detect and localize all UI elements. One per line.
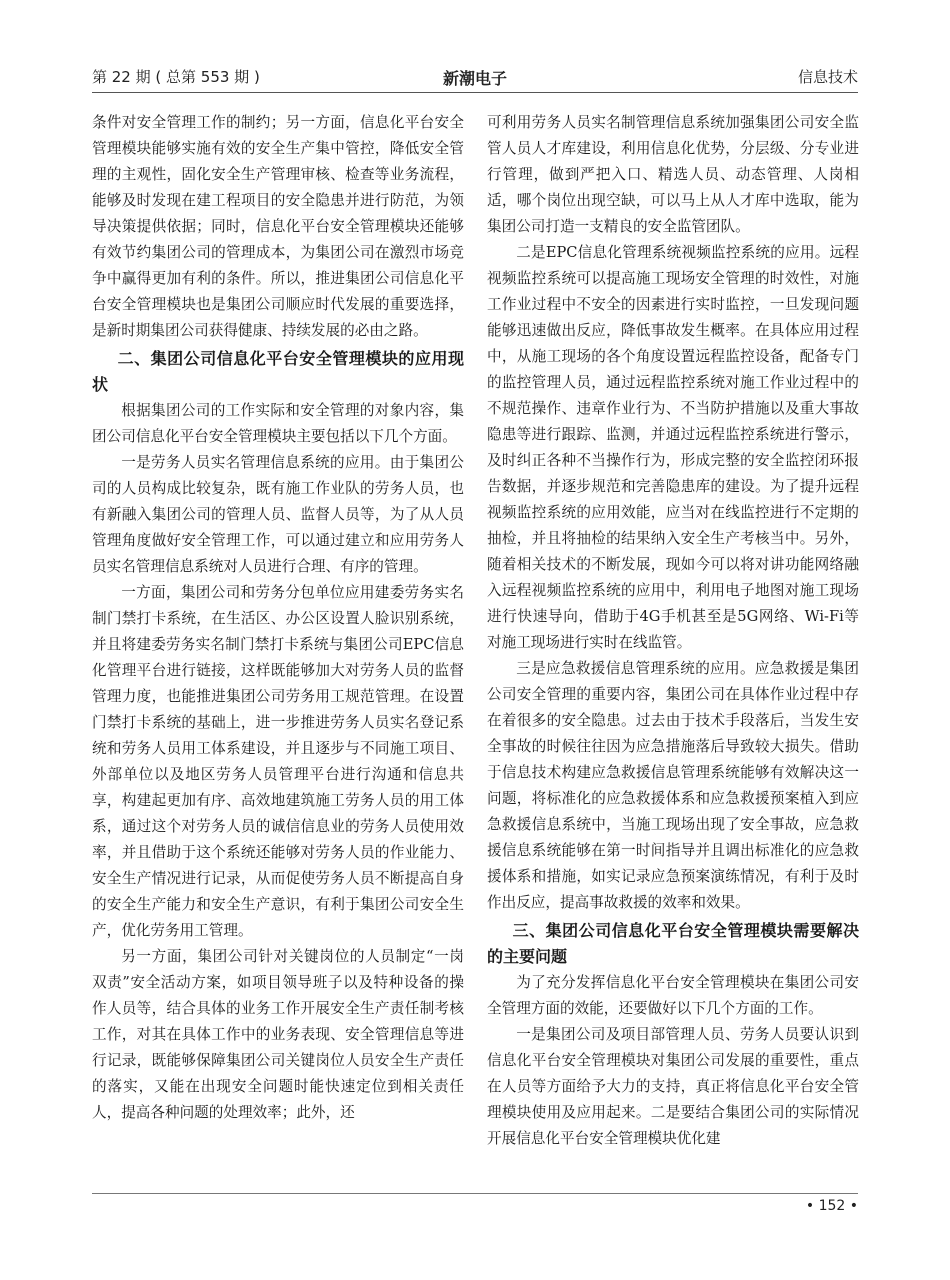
issue-number: 第 22 期 ( 总第 553 期 ) <box>92 68 260 86</box>
body-paragraph: 一是集团公司及项目部管理人员、劳务人员要认识到信息化平台安全管理模块对集团公司发展的重要性，重点在人员等方面给予大力的支持，真正将信息化平台安全管理模块使用及应用起来。二是要结合集团公司的实际情况开展信息化平台安全管理模块优化建 <box>487 1026 859 1147</box>
body-paragraph: 一是劳务人员实名管理信息系统的应用。由于集团公司的人员构成比较复杂，既有施工作业队的劳务人员，也有新融入集团公司的管理人员、监督人员等，为了从人员管理角度做好安全管理工作，可以通过建立和应用劳务人员实名管理信息系统对人员进行合理、有序的管理。 <box>92 454 464 575</box>
section-heading: 二、集团公司信息化平台安全管理模块的应用现状 <box>92 349 464 394</box>
running-header <box>92 64 858 88</box>
body-paragraph: 另一方面，集团公司针对关键岗位的人员制定“一岗双责”安全活动方案，如项目领导班子以及特种设备的操作人员等，结合具体的业务工作开展安全生产责任制考核工作，对其在具体工作中的业务表现、安全管理信息等进行记录，既能够保障集团公司关键岗位人员安全生产责任的落实，又能在出现安全问题时能快速定位到相关责任人，提高各种问题的处理效率；此外，还 <box>92 948 464 1121</box>
body-paragraph: 为了充分发挥信息化平台安全管理模块在集团公司安全管理方面的效能，还要做好以下几个方面的工作。 <box>487 974 859 1017</box>
header-divider <box>92 92 858 93</box>
section-heading: 三、集团公司信息化平台安全管理模块需要解决的主要问题 <box>487 921 859 966</box>
body-paragraph: 一方面，集团公司和劳务分包单位应用建委劳务实名制门禁打卡系统，在生活区、办公区设置人脸识别系统，并且将建委劳务实名制门禁打卡系统与集团公司EPC信息化管理平台进行链接，这样既能够加大对劳务人员的监督管理力度，也能推进集团公司劳务用工规范管理。在设置门禁打卡系统的基础上，进一步推进劳务人员实名登记系统和劳务人员用工体系建设，并且逐步与不同施工项目、外部单位以及地区劳务人员管理平台进行沟通和信息共享，构建起更加有序、高效地建筑施工劳务人员的用工体系，通过这个对劳务人员的诚信信息业的劳务人员使用效率，并且借助于这个系统还能够对劳务人员的作业能力、安全生产情况进行记录，从而促使劳务人员不断提高自身的安全生产能力和安全生产意识，有利于集团公司安全生产，优化劳务用工管理。 <box>92 584 464 939</box>
footer-divider <box>92 1193 858 1194</box>
right-column <box>487 110 859 1180</box>
section-name: 信息技术 <box>797 68 858 86</box>
body-paragraph: 三是应急救援信息管理系统的应用。应急救援是集团公司安全管理的重要内容，集团公司在具体作业过程中存在着很多的安全隐患。过去由于技术手段落后，当发生安全事故的时候往往因为应急措施落后导致较大损失。借助于信息技术构建应急救援信息管理系统能够有效解决这一问题，将标准化的应急救援体系和应急救援预案植入到应急救援信息系统中，当施工现场出现了安全事故，应急救援信息系统能够在第一时间指导并且调出标准化的应急救援体系和措施，如实记录应急预案演练情况，有利于及时作出反应，提高事故救援的效率和效果。 <box>487 660 859 911</box>
body-paragraph: 根据集团公司的工作实际和安全管理的对象内容，集团公司信息化平台安全管理模块主要包括以下几个方面。 <box>92 402 464 445</box>
journal-title: 新潮电子 <box>442 69 507 88</box>
body-paragraph: 可利用劳务人员实名制管理信息系统加强集团公司安全监管人员人才库建设，利用信息化优势，分层级、分专业进行管理，做到严把入口、精选人员、动态管理、人岗相适，哪个岗位出现空缺，可以马上从人才库中选取，能为集团公司打造一支精良的安全监管团队。 <box>487 114 859 235</box>
left-column <box>92 110 464 1180</box>
body-paragraph: 二是EPC信息化管理系统视频监控系统的应用。远程视频监控系统可以提高施工现场安全管理的时效性，对施工作业过程中不安全的因素进行实时监控，一旦发现问题能够迅速做出反应，降低事故发生概率。在具体应用过程中，从施工现场的各个角度设置远程监控设备，配备专门的监控管理人员，通过远程监控系统对施工作业过程中的不规范操作、违章作业行为、不当防护措施以及重大事故隐患等进行跟踪、监测，并通过远程监控系统进行警示，及时纠正各种不当操作行为，形成完整的安全监控闭环报告数据，并逐步规范和完善隐患库的建设。为了提升远程视频监控系统的应用效能，应当对在线监控进行不定期的抽检，并且将抽检的结果纳入安全生产考核当中。另外，随着相关技术的不断发展，现如今可以将对讲功能网络融入远程视频监控系统的应用中，利用电子地图对施工现场进行快速导向，借助于4G手机甚至是5G网络、Wi-Fi等对施工现场进行实时在线监管。 <box>487 244 859 651</box>
body-paragraph: 条件对安全管理工作的制约；另一方面，信息化平台安全管理模块能够实施有效的安全生产集中管控，降低安全管理的主观性，固化安全生产管理审核、检查等业务流程，能够及时发现在建工程项目的安全隐患并进行防范，为领导决策提供依据；同时，信息化平台安全管理模块还能够有效节约集团公司的管理成本，为集团公司在激烈市场竞争中赢得更加有利的条件。所以，推进集团公司信息化平台安全管理模块也是集团公司顺应时代发展的重要选择，是新时期集团公司获得健康、持续发展的必由之路。 <box>92 114 464 339</box>
page-number: • 152 • <box>805 1198 858 1214</box>
